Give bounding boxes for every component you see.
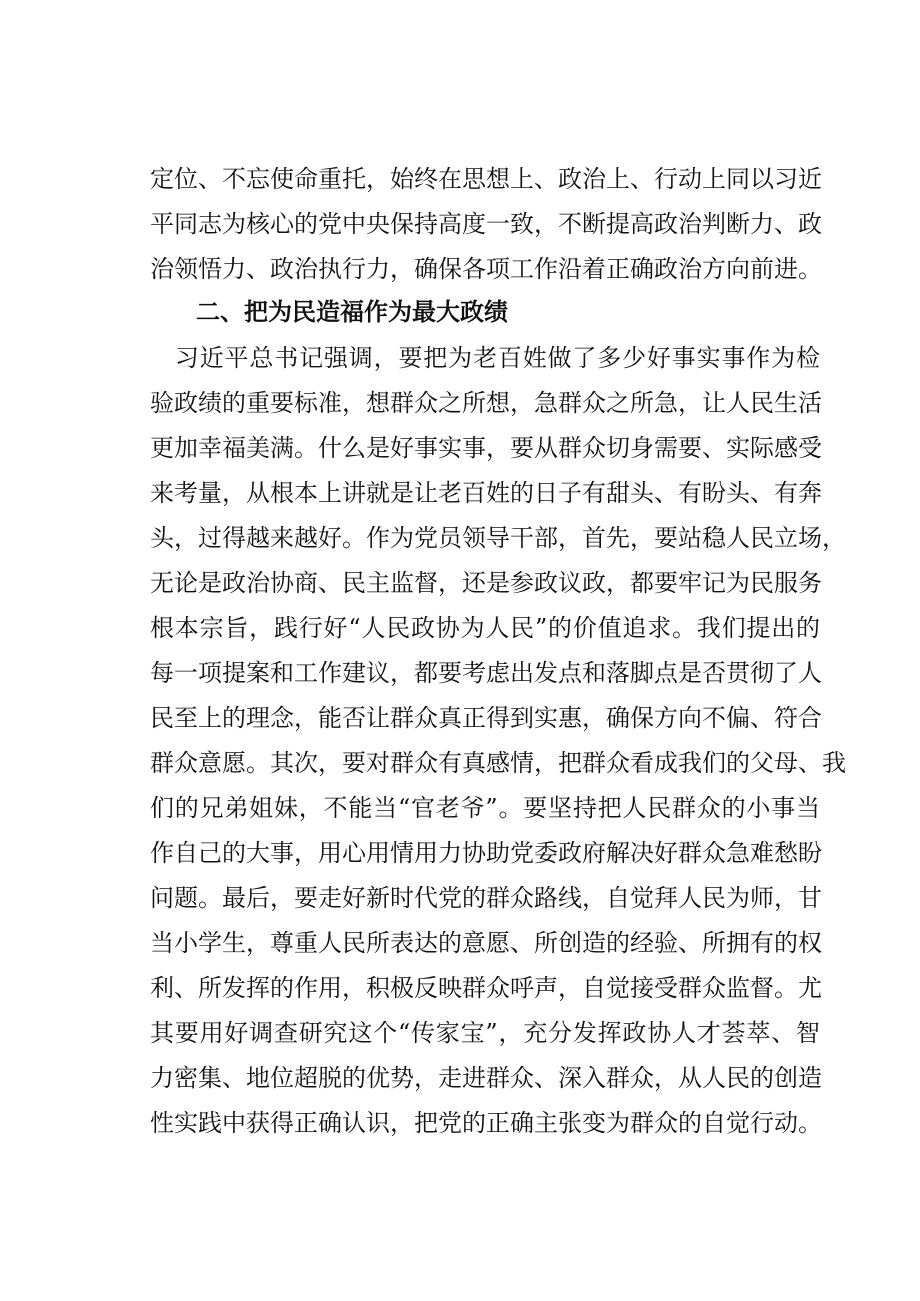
paragraph-line: 当小学生，尊重人民所表达的意愿、所创造的经验、所拥有的权 [150,929,822,957]
paragraph-line: 验政绩的重要标准，想群众之所想，急群众之所急，让人民生活 [150,389,822,417]
paragraph-line: 定位、不忘使命重托，始终在思想上、政治上、行动上同以习近 [150,165,822,193]
paragraph-line: 更加幸福美满。什么是好事实事，要从群众切身需要、实际感受 [150,434,822,462]
paragraph-line: 习近平总书记强调，要把为老百姓做了多少好事实事作为检 [150,344,820,372]
paragraph-line: 根本宗旨，践行好“人民政协为人民”的价值追求。我们提出的 [150,614,820,642]
paragraph-line: 其要用好调查研究这个“传家宝”，充分发挥政协人才荟萃、智 [150,1019,820,1047]
paragraph-line: 力密集、地位超脱的优势，走进群众、深入群众，从人民的创造 [150,1064,822,1092]
paragraph-line: 无论是政治协商、民主监督，还是参政议政，都要牢记为民服务 [150,569,822,597]
section-heading: 二、把为民造福作为最大政绩 [196,298,508,326]
paragraph-line: 作自己的大事，用心用情用力协助党委政府解决好群众急难愁盼 [150,839,822,867]
paragraph-line: 平同志为核心的党中央保持高度一致，不断提高政治判断力、政 [150,210,822,238]
paragraph-line: 民至上的理念，能否让群众真正得到实惠，确保方向不偏、符合 [150,704,822,732]
paragraph-line: 头，过得越来越好。作为党员领导干部，首先，要站稳人民立场， [150,524,846,552]
paragraph-line: 每一项提案和工作建议，都要考虑出发点和落脚点是否贯彻了人 [150,659,822,687]
paragraph-line: 来考量，从根本上讲就是让老百姓的日子有甜头、有盼头、有奔 [150,479,822,507]
paragraph-line: 群众意愿。其次，要对群众有真感情，把群众看成我们的父母、我 [150,749,846,777]
paragraph-line: 利、所发挥的作用，积极反映群众呼声，自觉接受群众监督。尤 [150,974,822,1002]
paragraph-line: 性实践中获得正确认识，把党的正确主张变为群众的自觉行动。 [150,1109,822,1137]
paragraph-line: 们的兄弟姐妹，不能当“官老爷”。要坚持把人民群众的小事当 [150,794,820,822]
paragraph-line: 治领悟力、政治执行力，确保各项工作沿着正确政治方向前进。 [150,255,822,283]
paragraph-line: 问题。最后，要走好新时代党的群众路线，自觉拜人民为师，甘 [150,884,822,912]
